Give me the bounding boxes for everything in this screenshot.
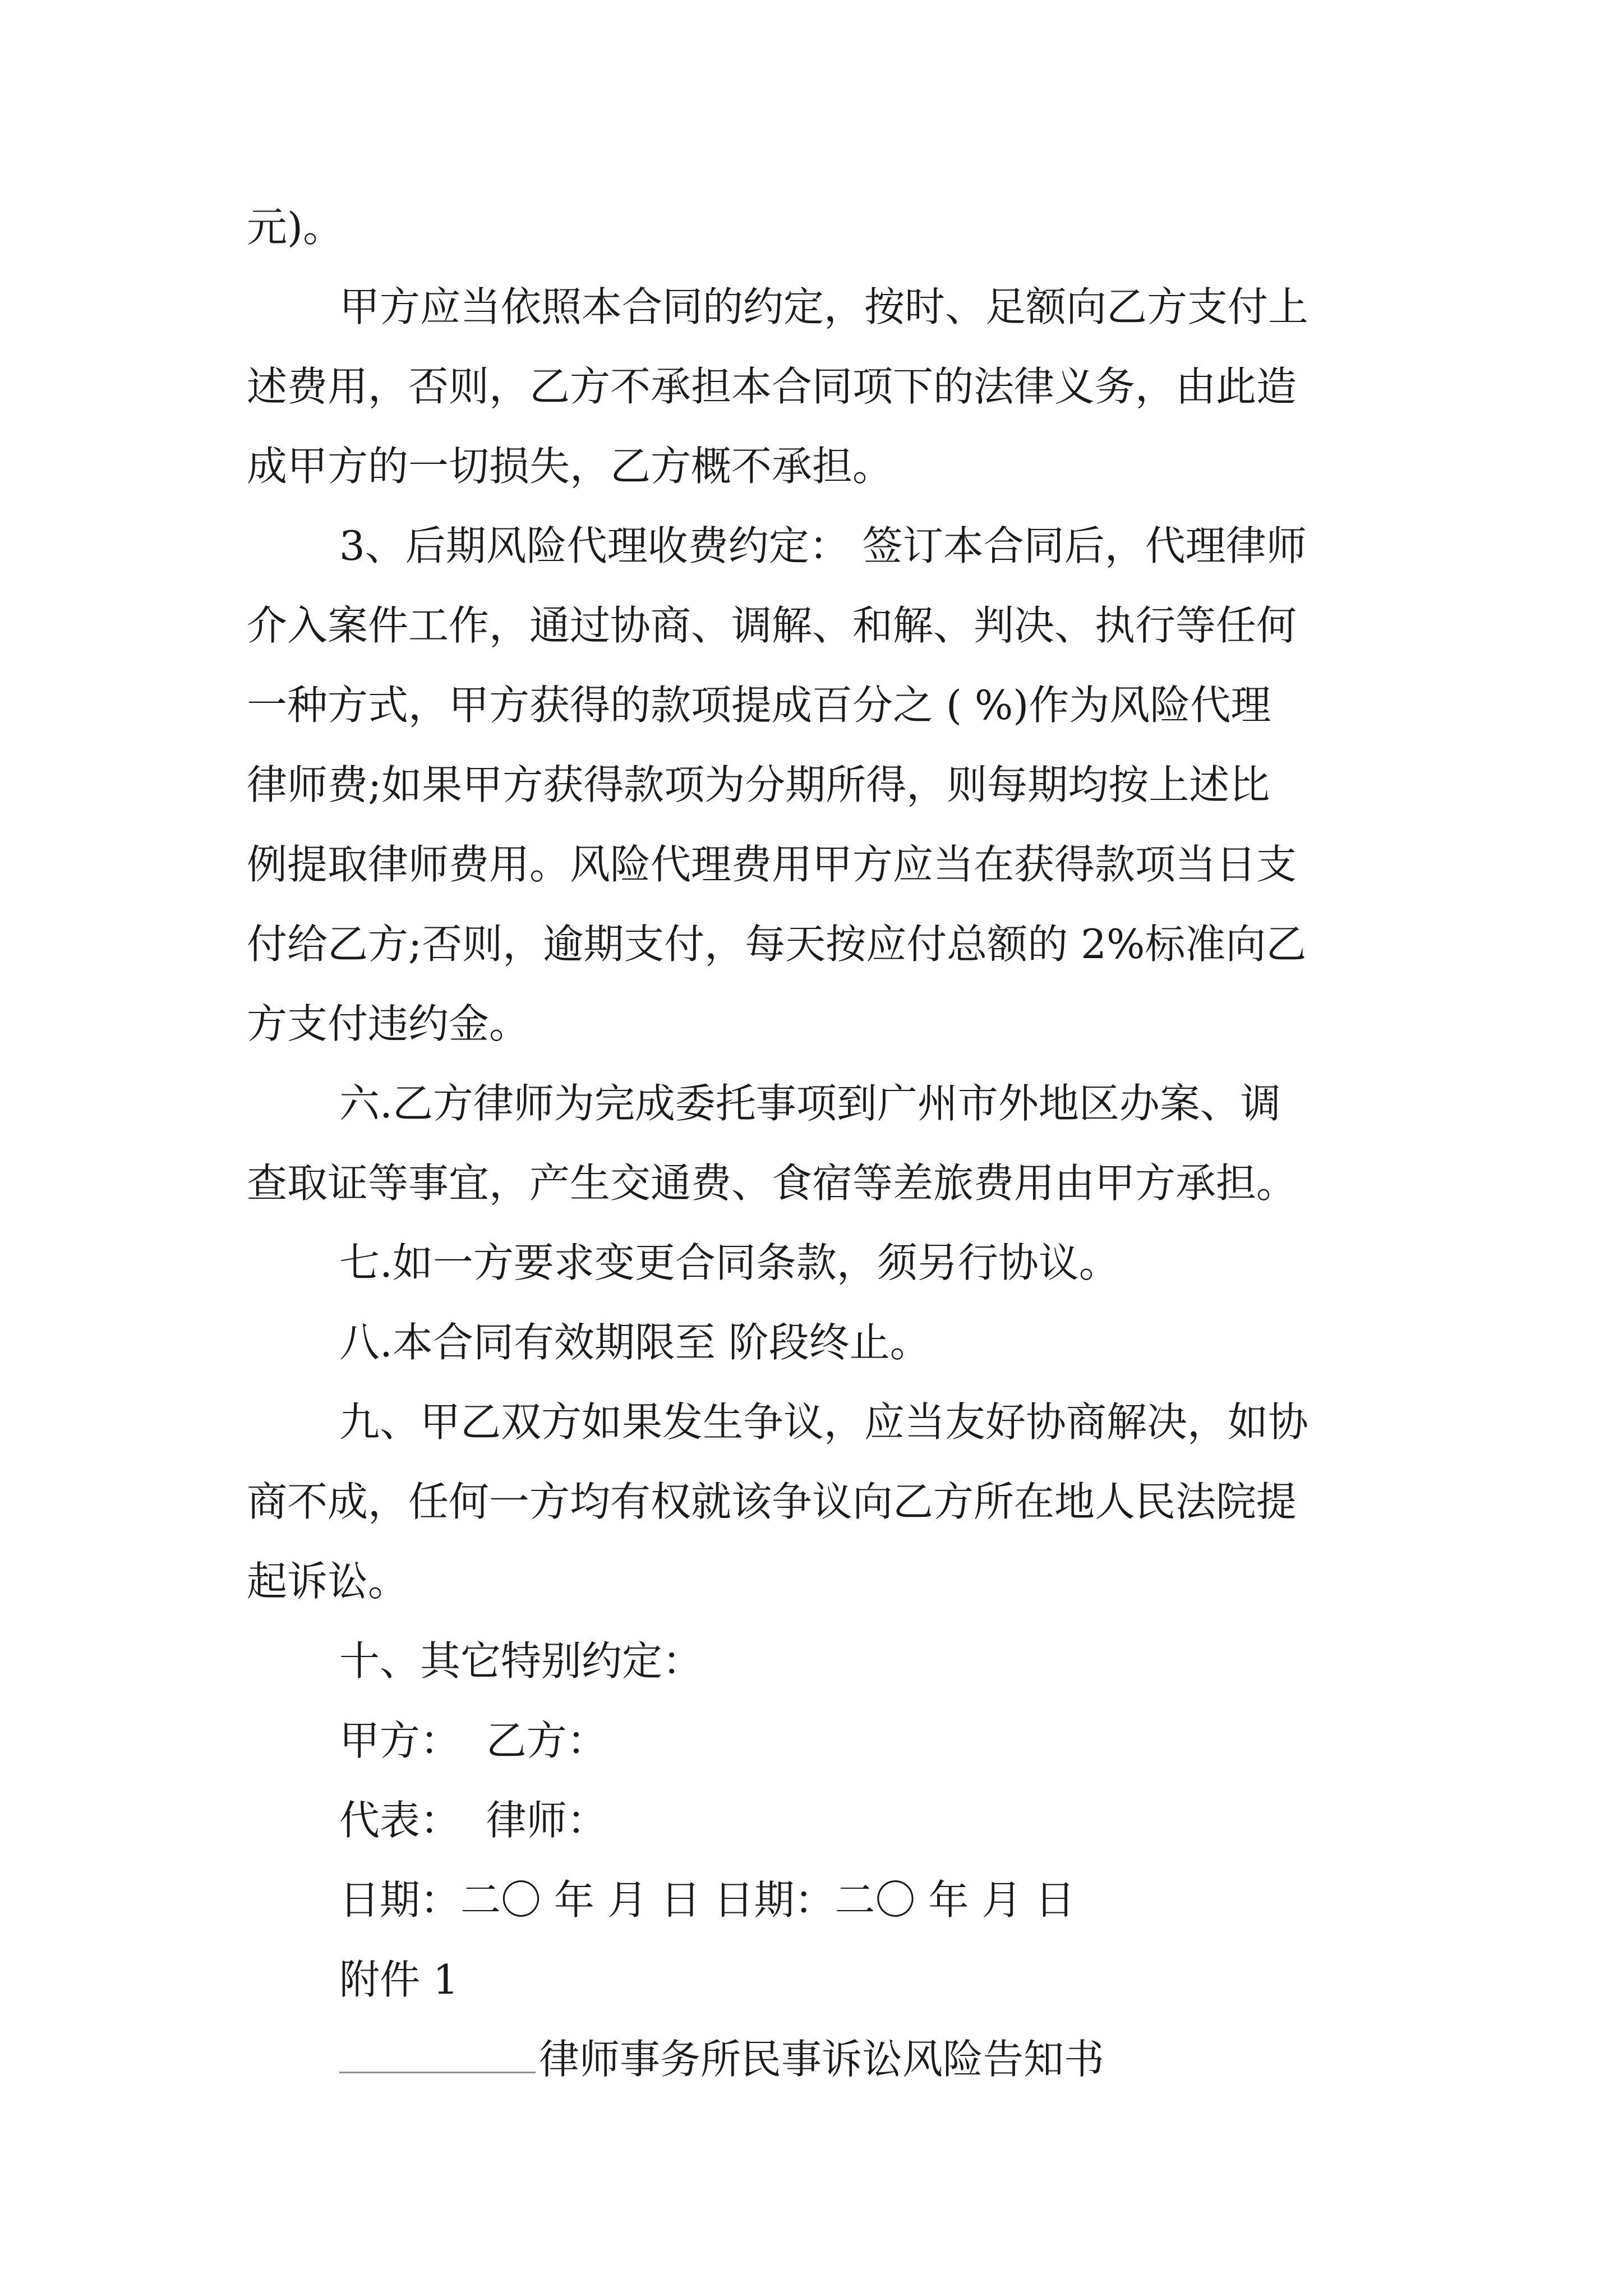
text-line: 甲方： 乙方： xyxy=(339,1717,607,1764)
text-line: 八.本合同有效期限至 阶段终止。 xyxy=(339,1319,930,1366)
text-line: 七.如一方要求变更合同条款，须另行协议。 xyxy=(339,1239,1119,1286)
text-line: 成甲方的一切损失，乙方概不承担。 xyxy=(247,443,893,490)
text-line: 例提取律师费用。风险代理费用甲方应当在获得款项当日支 xyxy=(247,841,1297,888)
text-line: 元)。 xyxy=(247,204,344,251)
text-line: 律师费;如果甲方获得款项为分期所得，则每期均按上述比 xyxy=(247,761,1270,808)
blank-underline xyxy=(339,2031,536,2073)
text-line: 代表： 律师： xyxy=(339,1797,607,1844)
text-line: 附件 1 xyxy=(339,1956,459,2003)
text-line: 六.乙方律师为完成委托事项到广州市外地区办案、调 xyxy=(339,1080,1281,1127)
notice-title-text: 律师事务所民事诉讼风险告知书 xyxy=(539,2036,1105,2083)
text-line: 甲方应当依照本合同的约定，按时、足额向乙方支付上 xyxy=(339,283,1309,330)
text-line: 述费用，否则，乙方不承担本合同项下的法律义务，由此造 xyxy=(247,363,1297,410)
text-line: 一种方式，甲方获得的款项提成百分之 ( %)作为风险代理 xyxy=(247,682,1271,729)
text-line: 十、其它特别约定： xyxy=(339,1637,703,1685)
text-line: 方支付违约金。 xyxy=(247,1000,530,1047)
text-line: 介入案件工作，通过协商、调解、和解、判决、执行等任何 xyxy=(247,602,1297,649)
text-line: 商不成，任何一方均有权就该争议向乙方所在地人民法院提 xyxy=(247,1478,1297,1525)
text-line: 日期：二〇 年 月 日 日期：二〇 年 月 日 xyxy=(339,1876,1076,1924)
text-line: 起诉讼。 xyxy=(247,1558,409,1605)
notice-title xyxy=(339,2031,1104,2087)
text-line: 3、后期风险代理收费约定： 签订本合同后，代理律师 xyxy=(339,522,1307,569)
text-line: 付给乙方;否则，逾期支付，每天按应付总额的 2%标准向乙 xyxy=(247,921,1307,968)
text-line: 查取证等事宜，产生交通费、食宿等差旅费用由甲方承担。 xyxy=(247,1159,1297,1207)
text-line: 九、甲乙双方如果发生争议，应当友好协商解决，如协 xyxy=(339,1398,1309,1446)
